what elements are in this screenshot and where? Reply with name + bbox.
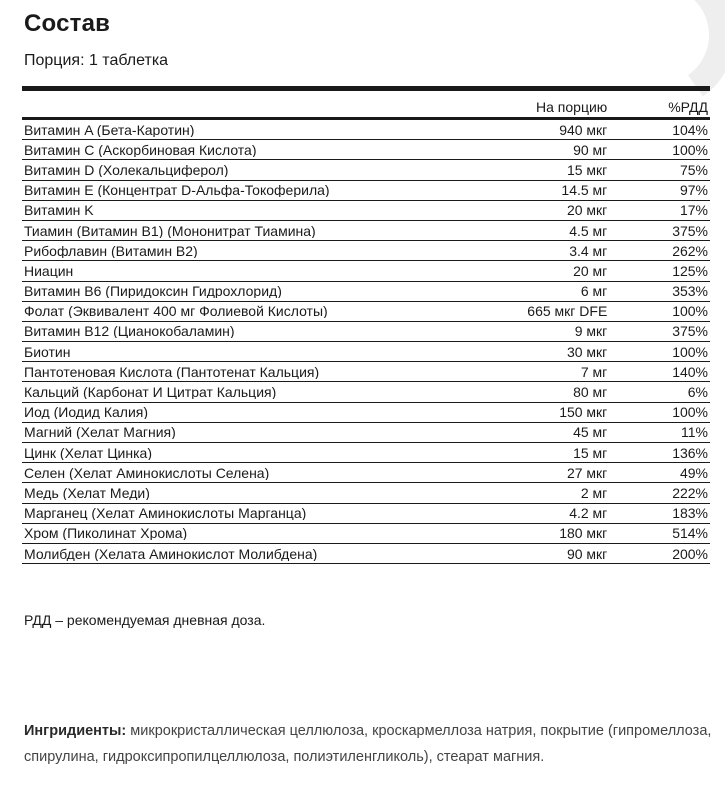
nutrient-rdd: 17% [679, 202, 708, 219]
nutrition-table [22, 86, 710, 564]
table-row [22, 403, 710, 423]
header-per-serving: На порцию [536, 99, 608, 115]
nutrient-rdd: 125% [672, 262, 708, 279]
table-body [22, 120, 710, 564]
nutrient-amount: 27 мкг [566, 464, 608, 481]
table-row [22, 120, 710, 140]
nutrient-name: Фолат (Эквивалент 400 мг Фолиевой Кислоты) [24, 304, 328, 319]
nutrient-amount: 4.5 мг [569, 222, 608, 239]
nutrient-rdd: 183% [672, 505, 708, 522]
nutrient-amount: 15 мкг [566, 161, 608, 178]
nutrient-name: Витамин K [24, 203, 94, 218]
nutrient-amount: 30 мкг [566, 343, 608, 360]
nutrient-name: Магний (Хелат Магния) [24, 425, 176, 440]
table-row [22, 382, 710, 402]
nutrient-rdd: 375% [672, 323, 708, 340]
nutrient-name: Хром (Пиколинат Хрома) [24, 526, 188, 541]
nutrient-rdd: 11% [681, 424, 708, 441]
nutrient-rdd: 49% [679, 464, 708, 481]
nutrient-name: Цинк (Хелат Цинка) [24, 445, 152, 460]
nutrient-amount: 20 мкг [566, 202, 608, 219]
nutrient-rdd: 100% [672, 303, 708, 320]
nutrient-amount: 14.5 мг [561, 182, 608, 199]
nutrient-amount: 4.2 мг [569, 505, 608, 522]
nutrient-name: Рибофлавин (Витамин B2) [24, 243, 198, 258]
nutrient-name: Тиамин (Витамин B1) (Мононитрат Тиамина) [24, 223, 316, 238]
nutrient-name: Селен (Хелат Аминокислоты Селена) [24, 465, 270, 480]
nutrient-rdd: 104% [672, 121, 708, 138]
nutrient-rdd: 140% [672, 363, 708, 380]
serving-size: Порция: 1 таблетка [24, 52, 169, 69]
nutrient-name: Витамин C (Аскорбиновая Кислота) [24, 142, 257, 157]
nutrient-amount: 7 мг [580, 363, 608, 380]
nutrient-name: Иод (Иодид Калия) [24, 405, 149, 420]
nutrient-name: Пантотеновая Кислота (Пантотенат Кальция) [24, 364, 320, 379]
table-row [22, 362, 710, 382]
nutrient-amount: 3.4 мг [569, 242, 608, 259]
footnote: РДД – рекомендуемая дневная доза. [24, 612, 266, 628]
table-row [22, 261, 710, 281]
nutrient-name: Биотин [24, 344, 71, 359]
table-row [22, 423, 710, 443]
table-row [22, 443, 710, 463]
nutrient-rdd: 97% [679, 182, 708, 199]
nutrient-rdd: 353% [672, 283, 708, 300]
table-row [22, 463, 710, 483]
ingredients-label: Ингридиенты: [24, 723, 127, 739]
nutrient-rdd: 222% [672, 484, 708, 501]
table-row [22, 302, 710, 322]
nutrient-amount: 80 мг [573, 384, 608, 401]
nutrient-amount: 2 мг [580, 484, 608, 501]
table-header [22, 91, 710, 120]
nutrient-name: Витамин B12 (Цианокобаламин) [24, 324, 235, 339]
nutrient-amount: 90 мкг [566, 545, 608, 562]
nutrient-amount: 940 мкг [559, 121, 608, 138]
nutrient-amount: 665 мкг DFE [527, 303, 608, 320]
nutrient-amount: 6 мг [580, 283, 608, 300]
nutrient-rdd: 100% [672, 343, 708, 360]
nutrient-name: Марганец (Хелат Аминокислоты Марганца) [24, 506, 307, 521]
nutrient-amount: 90 мг [573, 141, 608, 158]
nutrient-rdd: 136% [672, 444, 708, 461]
nutrient-rdd: 514% [672, 525, 708, 542]
nutrient-amount: 9 мкг [574, 323, 608, 340]
nutrient-rdd: 262% [672, 242, 708, 259]
table-row [22, 282, 710, 302]
table-row [22, 140, 710, 160]
table-row [22, 160, 710, 180]
nutrient-name: Медь (Хелат Меди) [24, 485, 150, 500]
nutrient-name: Ниацин [24, 263, 74, 278]
table-row [22, 322, 710, 342]
nutrient-name: Витамин B6 (Пиридоксин Гидрохлорид) [24, 284, 282, 299]
nutrient-amount: 20 мг [573, 262, 608, 279]
table-row [22, 342, 710, 362]
table-row [22, 544, 710, 564]
nutrient-rdd: 6% [687, 384, 708, 401]
nutrient-name: Молибден (Хелата Аминокислот Молибдена) [24, 546, 318, 561]
nutrient-rdd: 100% [672, 404, 708, 421]
nutrient-name: Кальций (Карбонат И Цитрат Кальция) [24, 385, 277, 400]
nutrient-rdd: 75% [679, 161, 708, 178]
page-title: Состав [24, 10, 111, 37]
nutrient-amount: 15 мг [573, 444, 608, 461]
table-row [22, 201, 710, 221]
nutrient-name: Витамин A (Бета-Каротин) [24, 122, 195, 137]
nutrient-amount: 150 мкг [559, 404, 608, 421]
nutrient-amount: 180 мкг [559, 525, 608, 542]
table-row [22, 524, 710, 544]
ingredients-text [24, 718, 714, 770]
nutrient-name: Витамин E (Концентрат D-Альфа-Токоферила) [24, 183, 330, 198]
nutrient-rdd: 375% [672, 222, 708, 239]
table-row [22, 221, 710, 241]
table-row [22, 241, 710, 261]
nutrient-name: Витамин D (Холекальциферол) [24, 162, 229, 177]
table-row [22, 483, 710, 503]
ingredients-list: микрокристаллическая целлюлоза, кроскармеллоза натрия, покрытие (гипромеллоза, спирулина, гидроксипропилцеллюлоза, полиэтиленгликоль), стеарат магния. [24, 723, 712, 765]
nutrient-rdd: 200% [672, 545, 708, 562]
nutrient-amount: 45 мг [573, 424, 608, 441]
table-row [22, 181, 710, 201]
nutrient-rdd: 100% [672, 141, 708, 158]
header-rdd: %РДД [668, 99, 708, 115]
table-row [22, 504, 710, 524]
